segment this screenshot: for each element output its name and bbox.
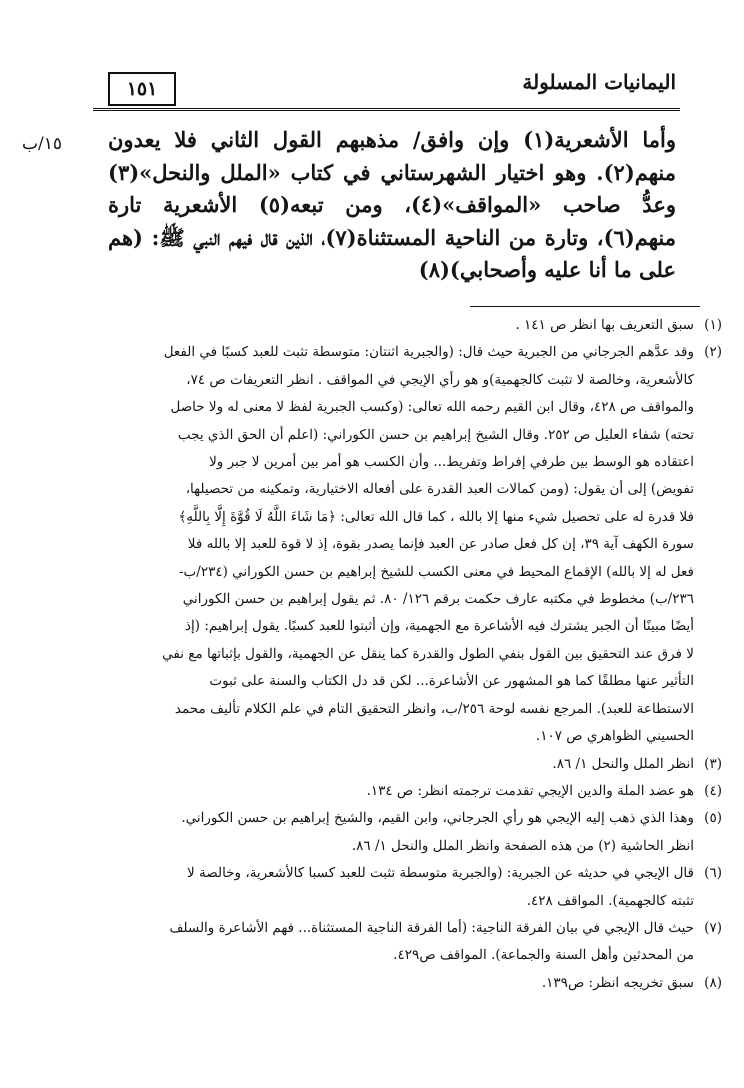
footnote-line: أيضًا مبينًا أن الجبر يشترك فيه الأشاعرة مع الجهمية، وإن أثبتوا للعبد كسبًا. يقول إبراهيم: (إذ bbox=[185, 618, 694, 635]
footnote-line: التأثير عنها مطلقًا كما هو المشهور عن الأشاعرة... لكن قد دل الكتاب والسنة على ثبوت bbox=[209, 673, 694, 690]
footnote-number: (٢) bbox=[704, 344, 722, 361]
footnote-item bbox=[92, 915, 722, 970]
footnote-number: (١) bbox=[704, 317, 722, 333]
footnote-line: ٢٣٦/ب) مخطوط في مكتبه عارف حكمت برقم ١٢٦/ ٨٠. ثم يقول إبراهيم بن حسن الكوراني bbox=[182, 591, 694, 608]
hadith-quote: (هم على ما أنا عليه وأصحابي)(٨) bbox=[108, 224, 676, 282]
main-body-text bbox=[108, 124, 676, 287]
footnote-item bbox=[92, 970, 722, 997]
footnote-line: اعتقاده هو الوسط بين طرفي إفراط وتفريط... وأن الكسب هو أمر بين أمرين لا جبر ولا bbox=[209, 454, 694, 471]
footnote-line: لا فرق عند التحقيق بين القول بنفي الطول والقدرة كما ينقل عن الجهمية، والقول بإثباتها مع نفي bbox=[162, 645, 694, 662]
footnote-text bbox=[92, 860, 694, 915]
footnote-line: انظر الحاشية (٢) من هذه الصفحة وانظر الملل والنحل ١/ ٨٦. bbox=[351, 837, 694, 854]
footnote-line: تفويض) إلى أن يقول: (ومن كمالات العبد القدرة على أفعاله الاختيارية، وتمكينه من تحصيلها، bbox=[185, 481, 694, 498]
footnote-line: هو عضد الملة والدين الإيجي تقدمت ترجمته انظر: ص ١٣٤. bbox=[366, 782, 694, 799]
main-text-line: المستثناة(٧)، الذين قال فيهم النبي ﷺ: bbox=[151, 224, 437, 250]
footnote-separator bbox=[470, 306, 700, 307]
footnote-text bbox=[92, 751, 694, 778]
footnote-item bbox=[92, 312, 722, 339]
footnote-line: وهذا الذي ذهب إليه الإيجي هو رأي الجرجاني، وابن القيم، والشيخ إبراهيم بن حسن الكوراني. bbox=[181, 810, 694, 827]
footnote-line: فلا قدرة له على تحصيل شيء منها إلا بالله ، كما قال الله تعالى: ﴿مَا شَاءَ اللَّهُ لَا قُوَّةَ إِلَّا بِاللَّهِ﴾ bbox=[178, 508, 694, 525]
footnote-line: حيث قال الإيجي في بيان الفرقة الناجية: (أما الفرقة الناجية المستثناة... فهم الأشاعرة والسلف bbox=[169, 919, 694, 936]
footnote-number: (٧) bbox=[704, 919, 722, 936]
footnote-item bbox=[92, 751, 722, 778]
footnote-line: تحته) شفاء العليل ص ٢٥٢. وقال الشيخ إبراهيم بن حسن الكوراني: (اعلم أن الحق الذي يجب bbox=[177, 426, 694, 443]
page-number: ١٥١ bbox=[108, 72, 176, 106]
footnote-line: قال الإيجي في حديثه عن الجبرية: (والجبرية متوسطة تثبت للعبد كسبا كالأشعرية، وخالصة لا bbox=[187, 865, 694, 882]
main-text-paragraph bbox=[108, 124, 676, 287]
footnote-line: انظر الملل والنحل ١/ ٨٦. bbox=[552, 755, 694, 772]
footnote-line: الحسيني الظواهري ص ١٠٧. bbox=[535, 728, 694, 745]
footnote-line: سبق تخريجه انظر: ص١٣٩. bbox=[541, 974, 694, 991]
footnote-text bbox=[92, 339, 694, 750]
footnote-line: كالأشعرية، وخالصة لا تثبت كالجهمية)و هو رأي الإيجي في المواقف . انظر التعريفات ص ٧٤، bbox=[186, 371, 694, 388]
footnote-line: سبق التعريف بها انظر ص ١٤١ . bbox=[515, 317, 694, 333]
footnote-line: سورة الكهف آية ٣٩، إن كل فعل صادر عن العبد فإنما يصدر بقوة، إذ لا قوة للعبد إلا بالله فلا bbox=[187, 536, 694, 553]
main-text-line: وهو اختيار الشهرستاني في كتاب «الملل والنحل»(٣) وعدُّ صاحب bbox=[108, 159, 677, 217]
footnote-line: تثبته كالجهمية). المواقف ٤٢٨. bbox=[526, 892, 694, 909]
header-divider bbox=[93, 108, 680, 111]
footnote-text bbox=[92, 805, 694, 860]
footnote-text bbox=[92, 312, 694, 339]
footnote-item bbox=[92, 339, 722, 750]
footnote-text bbox=[92, 778, 694, 805]
running-header-title: اليمانيات المسلولة bbox=[522, 70, 676, 94]
footnote-line: والمواقف ص ٤٢٨، وقال ابن القيم رحمه الله تعالى: (وكسب الجبرية لفظ لا معنى له ولا حاصل bbox=[170, 399, 694, 416]
footnote-item bbox=[92, 805, 722, 860]
footnote-number: (٦) bbox=[704, 865, 722, 882]
manuscript-folio-reference: ١٥/ب bbox=[22, 134, 62, 154]
footnote-number: (٤) bbox=[704, 782, 722, 799]
main-text-line: وأما الأشعرية(١) وإن وافق/ مذهبهم القول الثاني فلا يعدون منهم(٢). bbox=[108, 127, 676, 185]
footnote-line: فعل له إلا بالله) الإقماع المحيط في معنى الكسب للشيخ إبراهيم بن حسن الكوراني (٢٣٤/ب- bbox=[179, 563, 694, 580]
footnote-number: (٣) bbox=[704, 755, 722, 772]
footnote-text bbox=[92, 915, 694, 970]
main-text-line: «المواقف»(٤)، ومن تبعه(٥) الأشعرية تارة منهم(٦)، وتارة من الناحية bbox=[108, 192, 676, 250]
footnote-line: من المحدثين وأهل السنة والجماعة). المواقف ص٤٢٩. bbox=[393, 947, 694, 964]
footnote-line: وقد عدَّهم الجرجاني من الجبرية حيث قال: (والجبرية اثنتان: متوسطة تثبت للعبد كسبًا في الفعل bbox=[163, 344, 694, 361]
footnote-number: (٨) bbox=[704, 974, 722, 991]
footnote-line: الاستطاعة للعبد). المرجع نفسه لوحة ٢٥٦/ب، وانظر التحقيق التام في علم الكلام تأليف محمد bbox=[174, 700, 694, 717]
footnote-text bbox=[92, 970, 694, 997]
footnotes-section bbox=[92, 312, 722, 997]
footnote-number: (٥) bbox=[704, 810, 722, 827]
footnote-item bbox=[92, 860, 722, 915]
footnote-item bbox=[92, 778, 722, 805]
